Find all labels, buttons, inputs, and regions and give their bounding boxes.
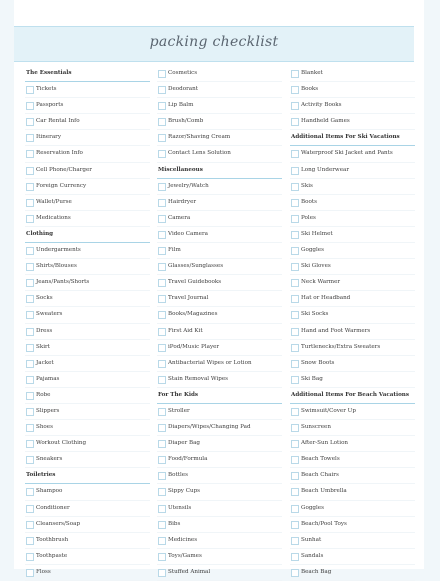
checklist-item-label: Passports — [36, 102, 64, 109]
checklist-item-label: Food/Formula — [168, 456, 208, 463]
checkbox[interactable] — [26, 344, 34, 352]
checklist-item[interactable] — [290, 468, 415, 484]
checklist-item[interactable] — [290, 259, 415, 275]
checklist-item[interactable] — [157, 66, 282, 82]
checklist-item[interactable] — [290, 501, 415, 517]
section-heading-label: Additional Items For Ski Vacations — [291, 134, 400, 141]
checklist-item-label: Medicines — [168, 536, 198, 543]
section-heading-label: Toiletries — [26, 472, 56, 479]
checkbox[interactable] — [26, 360, 34, 368]
checkbox[interactable] — [26, 86, 34, 94]
checklist-item-label: Goggles — [301, 247, 324, 254]
checkbox[interactable] — [291, 456, 299, 464]
checklist-item-label: Diapers/Wipes/Changing Pad — [168, 424, 251, 431]
checkbox[interactable] — [26, 440, 34, 448]
checkbox[interactable] — [158, 553, 166, 561]
checklist-item-label: Sweaters — [36, 311, 63, 318]
checkbox[interactable] — [291, 424, 299, 432]
checklist-item-label: Toys/Games — [168, 552, 202, 559]
checkbox[interactable] — [291, 118, 299, 126]
checklist-item[interactable] — [157, 324, 282, 340]
checklist-item[interactable] — [25, 275, 150, 291]
checkbox[interactable] — [26, 328, 34, 336]
checkbox[interactable] — [291, 360, 299, 368]
checkbox[interactable] — [26, 424, 34, 432]
checklist-item-label: Goggles — [301, 504, 324, 511]
checklist-column-3 — [290, 66, 415, 581]
section-heading — [290, 388, 415, 404]
checklist-item-label: Cosmetics — [168, 70, 198, 76]
checkbox[interactable] — [291, 183, 299, 191]
checkbox[interactable] — [158, 231, 166, 239]
checklist-item[interactable] — [157, 146, 282, 162]
checkbox[interactable] — [291, 70, 299, 78]
checkbox[interactable] — [158, 263, 166, 271]
checkbox[interactable] — [26, 263, 34, 271]
checkbox[interactable] — [158, 70, 166, 78]
checklist-item-label: Cleansers/Soap — [36, 520, 81, 527]
checklist-item[interactable] — [290, 227, 415, 243]
checklist-item[interactable] — [25, 501, 150, 517]
checklist-item[interactable] — [157, 565, 282, 581]
checklist-item[interactable] — [25, 146, 150, 162]
checkbox[interactable] — [26, 295, 34, 303]
checkbox[interactable] — [26, 408, 34, 416]
checklist-item-label: Ski Helmet — [301, 230, 333, 237]
checkbox[interactable] — [158, 424, 166, 432]
checklist-item-label: Books — [301, 86, 319, 93]
checkbox[interactable] — [291, 376, 299, 384]
checklist-item-label: Activity Books — [301, 102, 342, 109]
checklist-item-label: Undergarments — [36, 247, 81, 254]
checklist-item-label: Turtlenecks/Extra Sweaters — [301, 343, 381, 350]
checkbox[interactable] — [26, 505, 34, 513]
page-title: packing checklist — [149, 34, 279, 50]
checklist-item-label: Floss — [36, 568, 51, 575]
checklist-item-label: Shampoo — [36, 488, 63, 495]
checklist-item-label: Boots — [301, 198, 317, 205]
checklist-item[interactable] — [290, 565, 415, 581]
checkbox[interactable] — [291, 311, 299, 319]
checklist-item-label: Antibacterial Wipes or Lotion — [168, 359, 252, 366]
checklist-item[interactable] — [25, 372, 150, 388]
checklist-item[interactable] — [157, 501, 282, 517]
checklist-item-label: Car Rental Info — [36, 118, 80, 125]
checkbox[interactable] — [291, 263, 299, 271]
checkbox[interactable] — [26, 488, 34, 496]
checklist-item[interactable] — [290, 452, 415, 468]
checklist-item-label: Blanket — [301, 70, 323, 76]
checklist-item[interactable] — [290, 404, 415, 420]
checklist-item-label: Long Underwear — [301, 166, 350, 173]
checklist-item-label: Cell Phone/Charger — [36, 166, 92, 173]
checkbox[interactable] — [291, 295, 299, 303]
checkbox[interactable] — [158, 408, 166, 416]
checkbox[interactable] — [158, 279, 166, 287]
checkbox[interactable] — [291, 553, 299, 561]
checklist-item[interactable] — [25, 388, 150, 404]
section-heading — [25, 66, 150, 82]
checklist-item[interactable] — [25, 404, 150, 420]
checklist-item[interactable] — [290, 533, 415, 549]
checklist-item-label: Workout Clothing — [36, 440, 87, 447]
checkbox[interactable] — [291, 231, 299, 239]
checklist-item-label: Stroller — [168, 407, 190, 414]
checklist-item-label: Neck Warmer — [301, 279, 341, 286]
checklist-item-label: Ski Bag — [301, 375, 323, 382]
checklist-item[interactable] — [157, 259, 282, 275]
checkbox[interactable] — [158, 328, 166, 336]
checkbox[interactable] — [158, 247, 166, 255]
checklist-item[interactable] — [157, 452, 282, 468]
checkbox[interactable] — [158, 311, 166, 319]
checklist-item-label: Stuffed Animal — [168, 568, 211, 575]
checklist-item[interactable] — [25, 243, 150, 259]
checklist-item[interactable] — [290, 146, 415, 162]
checklist-item[interactable] — [290, 275, 415, 291]
checklist-item-label: Jewelry/Watch — [168, 182, 209, 189]
checklist-item-label: Dress — [36, 327, 53, 334]
checkbox[interactable] — [291, 167, 299, 175]
section-heading-label: For The Kids — [158, 391, 199, 398]
checkbox[interactable] — [291, 279, 299, 287]
checklist-item-label: Pajamas — [36, 375, 60, 382]
checklist-item-label: Diaper Bag — [168, 440, 200, 447]
checklist-item-label: Snow Boots — [301, 359, 335, 366]
checkbox[interactable] — [158, 86, 166, 94]
checklist-item[interactable] — [157, 517, 282, 533]
checklist-item-label: Beach Towels — [301, 456, 340, 463]
checklist-item-label: Film — [168, 247, 181, 254]
checkbox[interactable] — [26, 199, 34, 207]
checkbox[interactable] — [291, 488, 299, 496]
checklist-item[interactable] — [25, 549, 150, 565]
checklist-item[interactable] — [25, 114, 150, 130]
checkbox[interactable] — [291, 505, 299, 513]
checklist-item-label: Conditioner — [36, 504, 70, 511]
checklist-item-label: Toothbrush — [36, 536, 69, 543]
checkbox[interactable] — [291, 199, 299, 207]
checkbox[interactable] — [291, 521, 299, 529]
checkbox[interactable] — [291, 569, 299, 577]
checkbox[interactable] — [26, 456, 34, 464]
checklist-item-label: Beach Umbrella — [301, 488, 347, 495]
checkbox[interactable] — [26, 102, 34, 110]
checklist-item[interactable] — [25, 356, 150, 372]
checklist-item[interactable] — [157, 243, 282, 259]
checklist-column-1 — [25, 66, 150, 581]
checklist-item[interactable] — [290, 420, 415, 436]
checklist-item[interactable] — [157, 404, 282, 420]
checklist-item[interactable] — [25, 565, 150, 581]
checklist-item[interactable] — [157, 307, 282, 323]
checklist-item-label: Razor/Shaving Cream — [168, 134, 231, 141]
checklist-item[interactable] — [25, 452, 150, 468]
checklist-item[interactable] — [25, 307, 150, 323]
checklist-item[interactable] — [157, 372, 282, 388]
checkbox[interactable] — [26, 134, 34, 142]
checkbox[interactable] — [26, 150, 34, 158]
checkbox[interactable] — [158, 521, 166, 529]
checkbox[interactable] — [26, 279, 34, 287]
checkbox[interactable] — [26, 215, 34, 223]
checkbox[interactable] — [158, 102, 166, 110]
checkbox[interactable] — [291, 215, 299, 223]
checklist-item-label: Deodorant — [168, 86, 198, 93]
checklist-item[interactable] — [290, 291, 415, 307]
checkbox[interactable] — [26, 183, 34, 191]
checklist-item[interactable] — [25, 324, 150, 340]
checkbox[interactable] — [26, 167, 34, 175]
checkbox[interactable] — [291, 328, 299, 336]
checkbox[interactable] — [158, 488, 166, 496]
checkbox[interactable] — [26, 311, 34, 319]
checkbox[interactable] — [158, 456, 166, 464]
checkbox[interactable] — [26, 537, 34, 545]
checklist-item-label: Socks — [36, 295, 53, 302]
checklist-item-label: Sunscreen — [301, 424, 331, 431]
checklist-item[interactable] — [25, 291, 150, 307]
checklist-item[interactable] — [290, 179, 415, 195]
checklist-item[interactable] — [157, 356, 282, 372]
checkbox[interactable] — [26, 569, 34, 577]
checkbox[interactable] — [158, 440, 166, 448]
checklist-item[interactable] — [157, 468, 282, 484]
checklist-item-label: Sneakers — [36, 456, 63, 463]
checklist-item[interactable] — [25, 259, 150, 275]
checklist-item[interactable] — [157, 179, 282, 195]
checklist-item-label: Contact Lens Solution — [168, 150, 231, 157]
checklist-item[interactable] — [157, 420, 282, 436]
checklist-item[interactable] — [25, 436, 150, 452]
checklist-item-label: Ski Socks — [301, 311, 329, 318]
checklist-item-label: Foreign Currency — [36, 182, 87, 189]
section-heading-label: The Essentials — [26, 70, 72, 76]
checkbox[interactable] — [291, 408, 299, 416]
checklist-item-label: Shoes — [36, 424, 53, 431]
checkbox[interactable] — [26, 521, 34, 529]
section-heading — [290, 130, 415, 146]
checklist-item-label: Reservation Info — [36, 150, 83, 157]
checklist-item-label: Shirts/Blouses — [36, 263, 77, 270]
checklist-item[interactable] — [157, 436, 282, 452]
checkbox[interactable] — [291, 472, 299, 480]
section-heading-label: Additional Items For Beach Vacations — [291, 391, 410, 398]
checklist-page — [14, 0, 424, 575]
checklist-item[interactable] — [157, 98, 282, 114]
checkbox[interactable] — [291, 247, 299, 255]
section-heading — [157, 163, 282, 179]
checklist-item[interactable] — [157, 484, 282, 500]
checkbox[interactable] — [158, 134, 166, 142]
checkbox[interactable] — [158, 376, 166, 384]
checklist-item-label: Jeans/Pants/Shorts — [36, 279, 90, 286]
checklist-item-label: Hairdryer — [168, 198, 197, 205]
checklist-item-label: Utensils — [168, 504, 192, 511]
checkbox[interactable] — [158, 118, 166, 126]
checkbox[interactable] — [291, 150, 299, 158]
checklist-item[interactable] — [25, 179, 150, 195]
checklist-item[interactable] — [25, 517, 150, 533]
checklist-item[interactable] — [157, 533, 282, 549]
checklist-item-label: Robe — [36, 391, 51, 398]
checklist-item[interactable] — [157, 291, 282, 307]
checkbox[interactable] — [26, 553, 34, 561]
checkbox[interactable] — [158, 569, 166, 577]
checklist-item-label: Wallet/Purse — [36, 198, 72, 205]
checklist-item-label: Medications — [36, 214, 71, 221]
checklist-item[interactable] — [290, 517, 415, 533]
checkbox[interactable] — [158, 215, 166, 223]
checklist-item[interactable] — [157, 130, 282, 146]
checklist-item-label: Hand and Foot Warmers — [301, 327, 371, 334]
checklist-item-label: Brush/Comb — [168, 118, 204, 125]
checklist-item[interactable] — [290, 82, 415, 98]
checklist-column-2 — [157, 66, 282, 581]
checklist-item-label: Travel Journal — [168, 295, 209, 302]
checklist-item-label: Waterproof Ski Jacket and Pants — [301, 150, 393, 157]
checklist-item[interactable] — [157, 195, 282, 211]
checklist-item[interactable] — [290, 549, 415, 565]
checklist-item-label: First Aid Kit — [168, 327, 203, 334]
checklist-item[interactable] — [157, 275, 282, 291]
checklist-item-label: Sippy Cups — [168, 488, 201, 495]
checklist-item[interactable] — [25, 420, 150, 436]
section-heading — [157, 388, 282, 404]
checklist-item[interactable] — [290, 372, 415, 388]
checkbox[interactable] — [158, 472, 166, 480]
checkbox[interactable] — [158, 360, 166, 368]
checkbox[interactable] — [291, 102, 299, 110]
checklist-item[interactable] — [157, 340, 282, 356]
checkbox[interactable] — [158, 537, 166, 545]
checkbox[interactable] — [26, 247, 34, 255]
checklist-item[interactable] — [290, 243, 415, 259]
checkbox[interactable] — [158, 150, 166, 158]
checklist-item[interactable] — [25, 130, 150, 146]
checklist-item-label: Glasses/Sunglasses — [168, 263, 224, 270]
checklist-item-label: Handheld Games — [301, 118, 350, 125]
checkbox[interactable] — [291, 344, 299, 352]
checklist-item-label: After-Sun Lotion — [301, 440, 349, 447]
checklist-item[interactable] — [157, 227, 282, 243]
checklist-item[interactable] — [25, 98, 150, 114]
checkbox[interactable] — [26, 118, 34, 126]
checklist-item-label: Video Camera — [168, 230, 209, 237]
checklist-item-label: Beach/Pool Toys — [301, 520, 347, 527]
checklist-item[interactable] — [157, 211, 282, 227]
checkbox[interactable] — [291, 537, 299, 545]
section-heading — [25, 468, 150, 484]
checklist-item-label: Stain Removal Wipes — [168, 375, 229, 382]
checklist-item-label: Camera — [168, 214, 191, 221]
checklist-item[interactable] — [290, 356, 415, 372]
checklist-item-label: Poles — [301, 214, 316, 221]
checklist-item-label: Books/Magazines — [168, 311, 218, 318]
checkbox[interactable] — [158, 344, 166, 352]
checkbox[interactable] — [26, 376, 34, 384]
checklist-item[interactable] — [25, 340, 150, 356]
section-heading-label: Miscellaneous — [158, 166, 203, 173]
checklist-item-label: Hat or Headband — [301, 295, 351, 302]
checkbox[interactable] — [158, 505, 166, 513]
checklist-item[interactable] — [25, 82, 150, 98]
checkbox[interactable] — [158, 199, 166, 207]
checklist-item-label: Swimsuit/Cover Up — [301, 407, 356, 414]
checklist-item[interactable] — [290, 436, 415, 452]
checklist-item[interactable] — [157, 549, 282, 565]
checklist-item[interactable] — [25, 195, 150, 211]
checklist-item[interactable] — [290, 114, 415, 130]
checklist-item[interactable] — [290, 98, 415, 114]
checklist-item[interactable] — [290, 211, 415, 227]
checklist-item-label: Itinerary — [36, 134, 62, 141]
checklist-item[interactable] — [290, 484, 415, 500]
checklist-item[interactable] — [157, 114, 282, 130]
checklist-item-label: Lip Balm — [168, 102, 194, 109]
checklist-item-label: Bottles — [168, 472, 188, 479]
checklist-item[interactable] — [157, 82, 282, 98]
checklist-item[interactable] — [290, 163, 415, 179]
checklist-item[interactable] — [290, 340, 415, 356]
checkbox[interactable] — [291, 440, 299, 448]
checklist-item-label: iPod/Music Player — [168, 343, 220, 350]
checklist-item-label: Travel Guidebooks — [168, 279, 222, 286]
checklist-item-label: Sunhat — [301, 536, 322, 543]
checklist-item-label: Skirt — [36, 343, 50, 350]
section-heading — [25, 227, 150, 243]
checklist-item-label: Skis — [301, 182, 313, 189]
checklist-item[interactable] — [290, 307, 415, 323]
checklist-item-label: Bibs — [168, 520, 181, 527]
checkbox[interactable] — [158, 295, 166, 303]
checklist-item-label: Slippers — [36, 407, 60, 414]
checklist-item[interactable] — [290, 66, 415, 82]
checkbox[interactable] — [26, 392, 34, 400]
checklist-item[interactable] — [25, 484, 150, 500]
section-heading-label: Clothing — [26, 230, 54, 237]
checklist-item[interactable] — [25, 163, 150, 179]
checklist-item-label: Ski Gloves — [301, 263, 331, 270]
checklist-item[interactable] — [290, 324, 415, 340]
checkbox[interactable] — [291, 86, 299, 94]
checklist-item-label: Tickets — [36, 86, 57, 93]
checklist-item-label: Sandals — [301, 552, 324, 559]
checklist-item-label: Beach Bag — [301, 568, 332, 575]
checklist-item-label: Toothpaste — [36, 552, 68, 559]
checklist-item[interactable] — [290, 195, 415, 211]
checklist-item[interactable] — [25, 211, 150, 227]
checklist-item-label: Beach Chairs — [301, 472, 339, 479]
checklist-item-label: Jacket — [36, 359, 54, 366]
checkbox[interactable] — [158, 183, 166, 191]
checklist-item[interactable] — [25, 533, 150, 549]
